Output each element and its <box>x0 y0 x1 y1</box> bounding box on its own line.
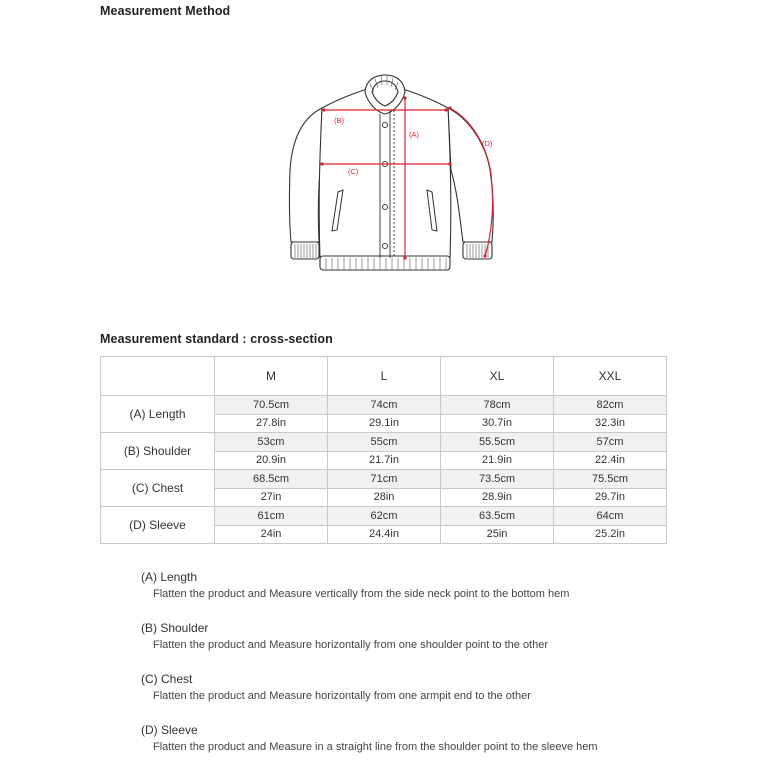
definition-item <box>141 619 701 670</box>
cm-cell: 82cm <box>554 396 667 415</box>
definition-desc: Flatten the product and Measure vertically from the side neck point to the bottom hem <box>153 588 570 600</box>
button-3 <box>382 204 387 209</box>
measurement-method-title: Measurement Method <box>100 4 231 18</box>
row-label: (D) Sleeve <box>101 507 215 544</box>
table-row <box>101 433 667 452</box>
label-b: (B) <box>334 116 344 125</box>
in-cell: 27.8in <box>215 414 328 433</box>
label-c: (C) <box>348 167 359 176</box>
left-sleeve <box>289 108 322 242</box>
cm-cell: 57cm <box>554 433 667 452</box>
jacket-diagram <box>280 70 520 280</box>
definition-desc: Flatten the product and Measure horizontally from one shoulder point to the other <box>153 639 549 651</box>
in-cell: 24.4in <box>328 525 441 544</box>
definition-title: (B) Shoulder <box>141 621 209 635</box>
in-cell: 21.7in <box>328 451 441 470</box>
definition-title: (D) Sleeve <box>141 723 198 737</box>
size-header: XXL <box>554 357 667 396</box>
in-cell: 25in <box>441 525 554 544</box>
in-cell: 29.7in <box>554 488 667 507</box>
cm-cell: 74cm <box>328 396 441 415</box>
in-cell: 28in <box>328 488 441 507</box>
hem-band <box>320 256 450 270</box>
row-label: (A) Length <box>101 396 215 433</box>
label-d: (D) <box>482 139 493 148</box>
cm-cell: 73.5cm <box>441 470 554 489</box>
table-row <box>101 507 667 526</box>
cm-cell: 71cm <box>328 470 441 489</box>
row-label: (B) Shoulder <box>101 433 215 470</box>
in-cell: 32.3in <box>554 414 667 433</box>
cm-cell: 55.5cm <box>441 433 554 452</box>
in-cell: 27in <box>215 488 328 507</box>
size-header-row <box>101 357 667 396</box>
definition-item <box>141 721 701 772</box>
cm-cell: 75.5cm <box>554 470 667 489</box>
cm-cell: 64cm <box>554 507 667 526</box>
in-cell: 21.9in <box>441 451 554 470</box>
measurement-standard-title: Measurement standard : cross-section <box>100 332 333 346</box>
size-header: M <box>215 357 328 396</box>
size-header: L <box>328 357 441 396</box>
definitions-list <box>141 568 701 772</box>
definition-item <box>141 670 701 721</box>
in-cell: 30.7in <box>441 414 554 433</box>
cm-cell: 55cm <box>328 433 441 452</box>
size-header: XL <box>441 357 554 396</box>
definition-title: (A) Length <box>141 570 198 584</box>
size-table <box>100 356 667 544</box>
in-cell: 28.9in <box>441 488 554 507</box>
in-cell: 29.1in <box>328 414 441 433</box>
in-cell: 24in <box>215 525 328 544</box>
table-row <box>101 396 667 415</box>
table-row <box>101 470 667 489</box>
in-cell: 22.4in <box>554 451 667 470</box>
label-a: (A) <box>409 130 419 139</box>
definition-item <box>141 568 701 619</box>
cm-cell: 62cm <box>328 507 441 526</box>
cm-cell: 53cm <box>215 433 328 452</box>
definition-title: (C) Chest <box>141 672 193 686</box>
in-cell: 20.9in <box>215 451 328 470</box>
cm-cell: 70.5cm <box>215 396 328 415</box>
corner-cell <box>101 357 215 396</box>
definition-desc: Flatten the product and Measure in a straight line from the shoulder point to the sleeve hem <box>153 741 598 753</box>
definition-desc: Flatten the product and Measure horizontally from one armpit end to the other <box>153 690 531 702</box>
cm-cell: 61cm <box>215 507 328 526</box>
button-4 <box>382 243 387 248</box>
right-sleeve <box>448 108 493 242</box>
cm-cell: 78cm <box>441 396 554 415</box>
in-cell: 25.2in <box>554 525 667 544</box>
button-1 <box>382 122 387 127</box>
row-label: (C) Chest <box>101 470 215 507</box>
cm-cell: 68.5cm <box>215 470 328 489</box>
cm-cell: 63.5cm <box>441 507 554 526</box>
